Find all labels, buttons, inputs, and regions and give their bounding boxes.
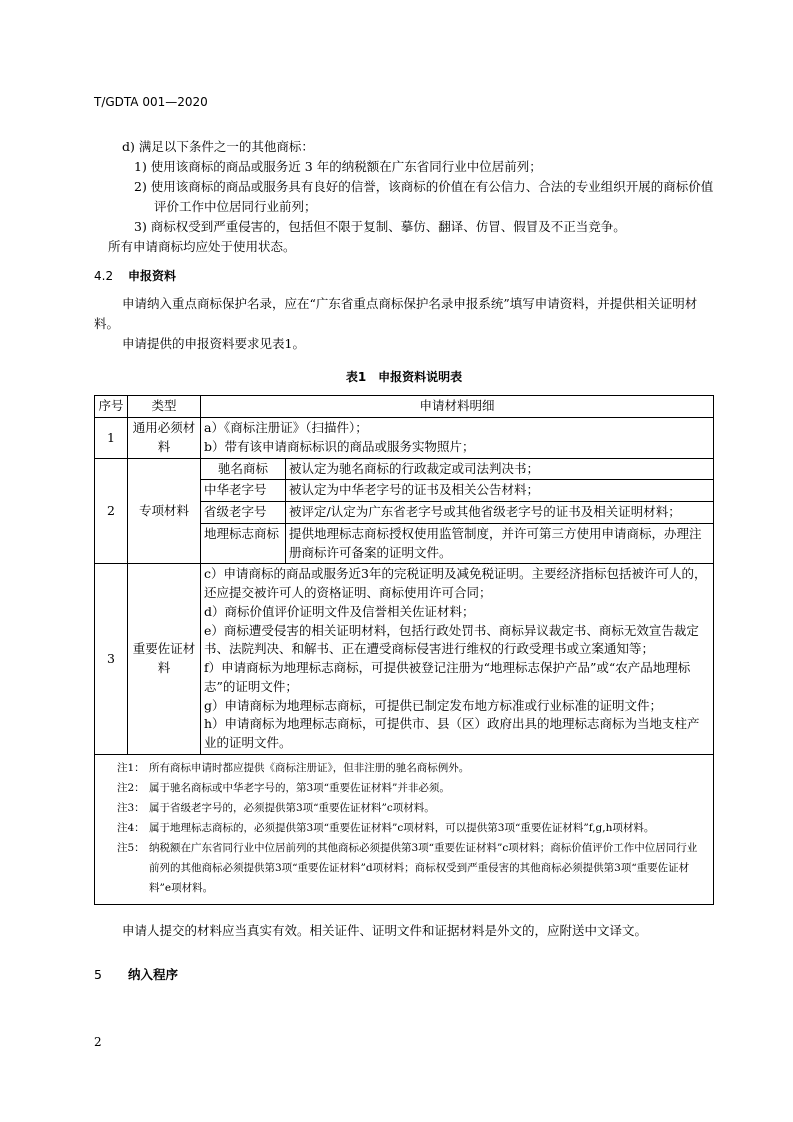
note-2-label: 注2： [117,781,145,794]
row-3-item-h: h）申请商标为地理标志商标，可提供市、县（区）政府出具的地理标志商标为当地支柱产业的证明文件。 [204,716,700,751]
section-4-2-para-1: 申请纳入重点商标保护名录，应在“广东省重点商标保护名录申报系统”填写申请资料，并提供相关证明材料。 [94,296,698,332]
note-3-label: 注3： [117,801,145,814]
note-5-text: 纳税额在广东省同行业中位居前列的其他商标必须提供第3项“重要佐证材料”c项材料；商标价值评价工作中位居同行业前列的其他商标必须提供第3项“重要佐证材料”d项材料；商标权受到严重侵害的其他商标必须提供第3项“重要佐证材料”e项材料。 [149,841,698,894]
row-2-type: 专项材料 [128,458,201,564]
table-header-row [95,396,714,418]
sub-desc-china-time-honored: 被认定为中华老字号的证书及相关公告材料； [286,480,714,502]
sub-row [201,480,713,502]
row-1-detail [201,418,714,459]
row-3-item-g: g）申请商标为地理标志商标，可提供已制定发布地方标准或行业标准的证明文件； [204,697,663,713]
row-3-item-c: c）申请商标的商品或服务近3年的完税证明及减免税证明。主要经济指标包括被许可人的，还应提交被许可人的资格证明、商标使用许可合同； [204,566,707,601]
note-5-label: 注5： [117,841,145,854]
sub-row [201,459,713,480]
document-code: T/GDTA 001—2020 [94,95,208,109]
note-1-label: 注1： [117,761,145,774]
row-3-item-e: e）商标遭受侵害的相关证明材料，包括行政处罚书、商标异议裁定书、商标无效宣告裁定书、法院判决、和解书、正在遭受商标侵害进行维权的行政受理书或立案通知等； [204,622,699,657]
note-1-text: 所有商标申请时都应提供《商标注册证》，但非注册的驰名商标例外。 [149,761,470,774]
materials-table [94,395,714,905]
row-3-item-d: d）商标价值评价证明文件及信誉相关佐证材料； [204,603,475,619]
row-3-item-f: f）申请商标为地理标志商标，可提供被登记注册为“地理标志保护产品”或“农产品地理标志”的证明文件； [204,660,691,694]
note-4-text: 属于地理标志商标的，必须提供第3项“重要佐证材料”c项材料，可以提供第3项“重要佐证材料”f,g,h项材料。 [149,821,655,834]
note-5 [117,839,705,899]
sub-row [201,502,713,524]
note-1 [117,759,705,779]
page-content [94,137,714,985]
all-in-use-statement: 所有申请商标均应处于使用状态。 [108,239,296,254]
row-2-no: 2 [95,458,128,564]
header-no: 序号 [95,396,128,418]
note-3 [117,799,705,819]
section-4-2-number: 4.2 [94,269,114,283]
section-4-2-heading [94,267,714,286]
row-1-type: 通用必须材料 [128,418,201,459]
table-caption: 表1 申报资料说明表 [345,370,463,385]
note-3-text: 属于省级老字号的，必须提供第3项“重要佐证材料”c项材料。 [149,801,435,814]
sub-row [201,523,713,563]
row-1-item-a: a）《商标注册证》（扫描件）； [204,420,368,436]
sub-desc-well-known: 被认定为驰名商标的行政裁定或司法判决书； [286,459,714,480]
condition-d-title: d) 满足以下条件之一的其他商标： [122,139,314,154]
sub-desc-geographical-indication: 提供地理标志商标授权使用监管制度，并许可第三方使用申请商标，办理注册商标许可备案的证明文件。 [286,523,714,563]
note-2-text: 属于驰名商标或中华老字号的，第3项“重要佐证材料”并非必须。 [149,781,450,794]
note-4 [117,819,705,839]
closing-paragraph: 申请人提交的材料应当真实有效。相关证件、证明文件和证据材料是外文的，应附送中文译文。 [122,923,648,939]
table-row [95,418,714,459]
sub-desc-provincial-time-honored: 被评定/认定为广东省老字号或其他省级老字号的证书及相关证明材料； [286,502,714,524]
row-3-type: 重要佐证材料 [128,564,201,755]
section-5-title: 纳入程序 [128,967,179,983]
note-2 [117,779,705,799]
section-5-number: 5 [94,967,102,983]
table-row [95,458,714,564]
row-3-detail [201,564,714,755]
table-notes [95,754,714,905]
sub-type-well-known: 驰名商标 [201,459,286,480]
sub-type-china-time-honored: 中华老字号 [201,480,286,502]
section-4-2-title: 申报资料 [128,269,177,283]
condition-d-item-2: 2) 使用该商标的商品或服务具有良好的信誉，该商标的价值在有公信力、合法的专业组织开展的商标价值评价工作中位居同行业前列； [134,179,714,214]
condition-d-item-1: 1) 使用该商标的商品或服务近 3 年的纳税额在广东省同行业中位居前列； [134,159,542,174]
sub-type-geographical-indication: 地理标志商标 [201,523,286,563]
row-2-detail [201,458,714,564]
header-type: 类型 [128,396,201,418]
page-number: 2 [94,1035,102,1049]
row-1-item-b: b）带有该申请商标标识的商品或服务实物照片； [204,438,475,454]
row-3-no: 3 [95,564,128,755]
sub-type-provincial-time-honored: 省级老字号 [201,502,286,524]
table-row [95,564,714,755]
special-materials-subtable [201,459,713,564]
row-1-no: 1 [95,418,128,459]
note-4-label: 注4： [117,821,145,834]
section-4-2-para-2: 申请提供的申报资料要求见表1。 [122,336,305,352]
section-5-heading [94,965,714,985]
condition-d-item-3: 3) 商标权受到严重侵害的，包括但不限于复制、摹仿、翻译、仿冒、假冒及不正当竞争。 [134,219,626,234]
header-detail: 申请材料明细 [201,396,714,418]
table-notes-row [95,754,714,905]
